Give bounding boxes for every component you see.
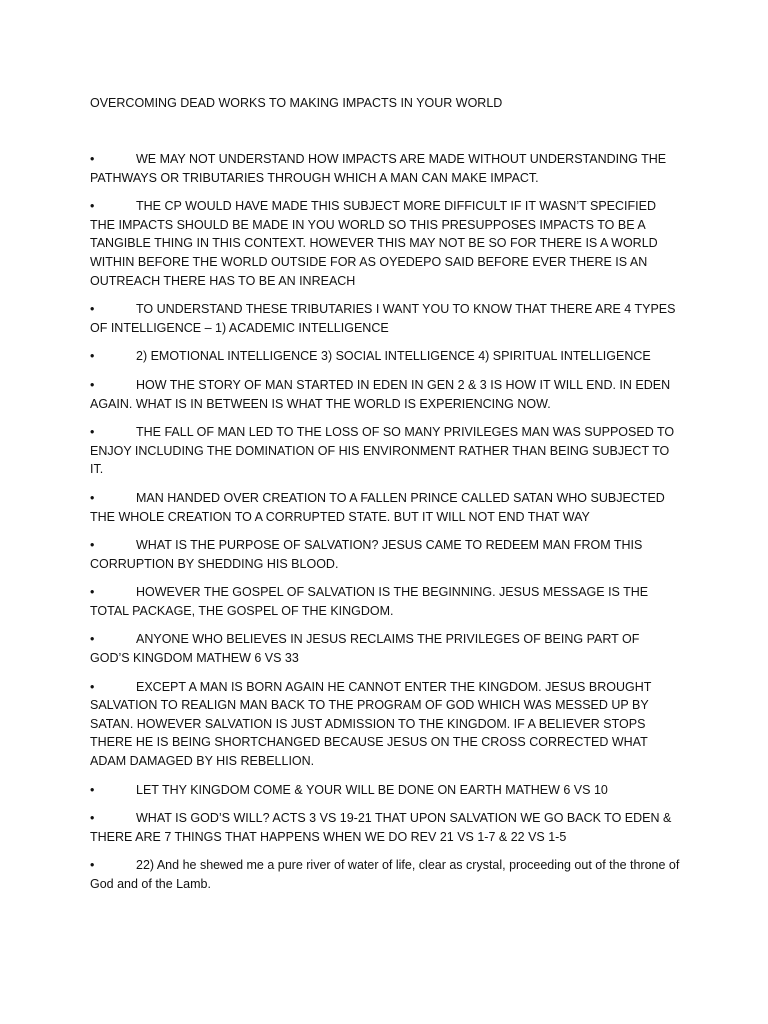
list-item-text: WE MAY NOT UNDERSTAND HOW IMPACTS ARE MADE WITHOUT UNDERSTANDING THE PATHWAYS OR TRIBUTARIES THROUGH WHICH A MAN CAN MAKE IMPACT. [90,152,667,185]
bullet-icon: • [90,585,95,600]
list-item-text: 22) And he shewed me a pure river of water of life, clear as crystal, proceeding out of the throne of God and of the Lamb. [90,858,680,891]
list-item [90,536,680,573]
list-item-text: THE FALL OF MAN LED TO THE LOSS OF SO MANY PRIVILEGES MAN WAS SUPPOSED TO ENJOY INCLUDING THE DOMINATION OF HIS ENVIRONMENT RATHER THAN BEING SUBJECT TO IT. [90,425,675,477]
list-item-text: TO UNDERSTAND THESE TRIBUTARIES I WANT YOU TO KNOW THAT THERE ARE 4 TYPES OF INTELLIGENCE – 1) ACADEMIC INTELLIGENCE [90,302,676,335]
list-item-text: 2) EMOTIONAL INTELLIGENCE 3) SOCIAL INTELLIGENCE 4) SPIRITUAL INTELLIGENCE [136,349,651,364]
list-item [90,347,680,366]
list-item [90,423,680,479]
list-item [90,678,680,771]
list-item [90,809,680,846]
bullet-icon: • [90,811,95,826]
list-item-text: WHAT IS GOD’S WILL? ACTS 3 VS 19-21 THAT UPON SALVATION WE GO BACK TO EDEN & THERE ARE 7 THINGS THAT HAPPENS WHEN WE DO REV 21 VS 1-7 & 22 VS 1-5 [90,811,672,844]
list-item [90,630,680,667]
list-item [90,583,680,620]
bullet-icon: • [90,425,95,440]
bullet-icon: • [90,782,95,797]
list-item [90,781,680,800]
bullet-icon: • [90,490,95,505]
list-item [90,150,680,187]
bullet-icon: • [90,199,95,214]
list-item [90,489,680,526]
bullet-icon: • [90,679,95,694]
list-item [90,197,680,290]
list-item-text: THE CP WOULD HAVE MADE THIS SUBJECT MORE DIFFICULT IF IT WASN’T SPECIFIED THE IMPACTS SHOULD BE MADE IN YOU WORLD SO THIS PRESUPPOSES IMPACTS TO BE A TANGIBLE THING IN THIS CONTEXT. HOWEVER THIS MAY NOT BE SO FOR THERE IS A WORLD WITHIN BEFORE THE WORLD OUTSIDE FOR AS OYEDEPO SAID BEFORE EVER THERE IS AN OUTREACH THERE HAS TO BE AN INREACH [90,199,658,288]
bullet-icon: • [90,858,95,873]
list-item-text: HOW THE STORY OF MAN STARTED IN EDEN IN GEN 2 & 3 IS HOW IT WILL END. IN EDEN AGAIN. WHAT IS IN BETWEEN IS WHAT THE WORLD IS EXPERIENCING NOW. [90,377,671,411]
list-item-text: WHAT IS THE PURPOSE OF SALVATION? JESUS CAME TO REDEEM MAN FROM THIS CORRUPTION BY SHEDDING HIS BLOOD. [90,538,643,571]
bullet-icon: • [90,152,95,166]
list-item-text: LET THY KINGDOM COME & YOUR WILL BE DONE ON EARTH MATHEW 6 VS 10 [136,782,608,797]
bullet-icon: • [90,538,95,553]
bullet-icon: • [90,349,95,364]
list-item [90,376,680,413]
list-item [90,856,680,893]
list-item-text: ANYONE WHO BELIEVES IN JESUS RECLAIMS THE PRIVILEGES OF BEING PART OF GOD’S KINGDOM MATHEW 6 VS 33 [90,632,640,666]
list-item-text: MAN HANDED OVER CREATION TO A FALLEN PRINCE CALLED SATAN WHO SUBJECTED THE WHOLE CREATION TO A CORRUPTED STATE. BUT IT WILL NOT END THAT WAY [90,490,665,524]
list-item [90,300,680,337]
bullet-list [90,150,680,904]
list-item-text: EXCEPT A MAN IS BORN AGAIN HE CANNOT ENTER THE KINGDOM. JESUS BROUGHT SALVATION TO REALIGN MAN BACK TO THE PROGRAM OF GOD WHICH WAS MESSED UP BY SATAN. HOWEVER SALVATION IS JUST ADMISSION TO THE KINGDOM. IF A BELIEVER STOPS THERE HE IS BEING SHORTCHANGED BECAUSE JESUS ON THE CROSS CORRECTED WHAT ADAM DAMAGED BY HIS REBELLION. [90,679,652,769]
bullet-icon: • [90,302,95,317]
bullet-icon: • [90,632,95,647]
bullet-icon: • [90,377,95,392]
list-item-text: HOWEVER THE GOSPEL OF SALVATION IS THE BEGINNING. JESUS MESSAGE IS THE TOTAL PACKAGE, THE GOSPEL OF THE KINGDOM. [90,585,649,618]
document-title: OVERCOMING DEAD WORKS TO MAKING IMPACTS IN YOUR WORLD [90,96,503,110]
